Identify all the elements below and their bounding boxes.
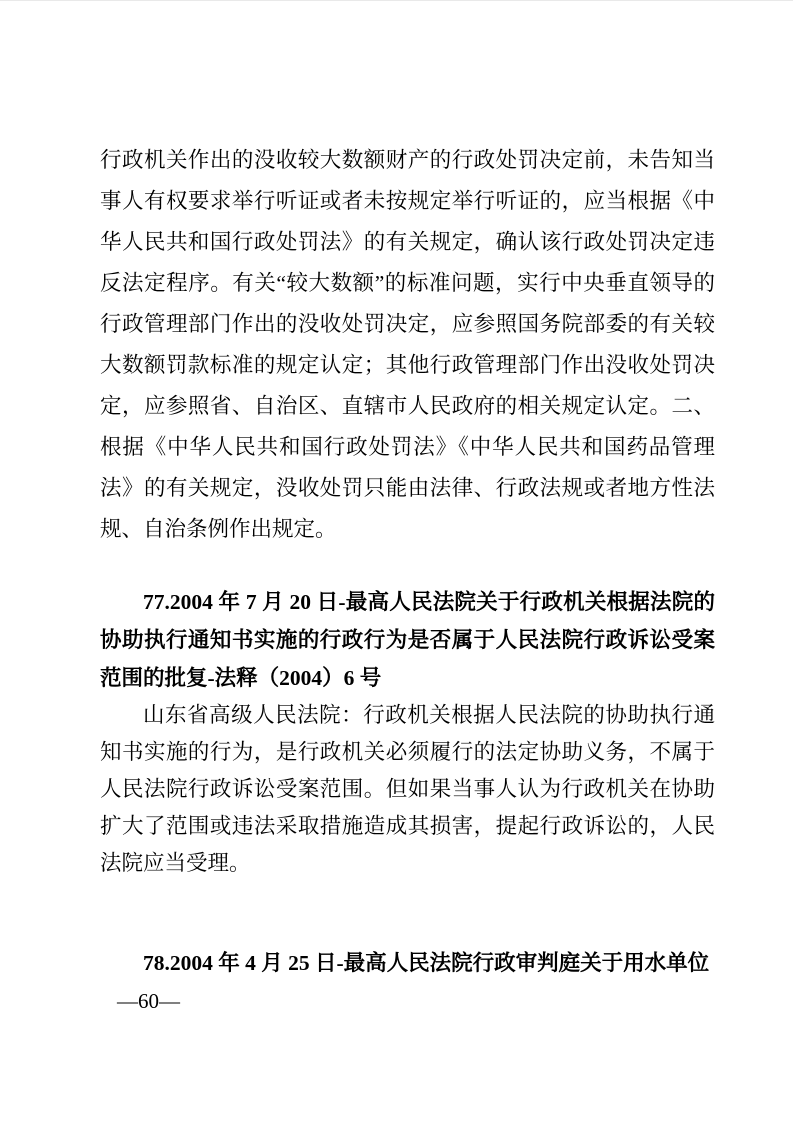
page-text-block: [100, 140, 715, 982]
paragraph-confiscation-penalty: 行政机关作出的没收较大数额财产的行政处罚决定前，未告知当事人有权要求举行听证或者未按规定举行听证的，应当根据《中华人民共和国行政处罚法》的有关规定，确认该行政处罚决定违反法定程序。有关“较大数额”的标准问题，实行中央垂直领导的行政管理部门作出的没收处罚决定，应参照国务院部委的有关较大数额罚款标准的规定认定；其他行政管理部门作出没收处罚决定，应参照省、自治区、直辖市人民政府的相关规定认定。二、根据《中华人民共和国行政处罚法》《中华人民共和国药品管理法》的有关规定，没收处罚只能由法律、行政法规或者地方性法规、自治条例作出规定。: [100, 148, 715, 541]
heading-entry-77: 77.2004 年 7 月 20 日-最高人民法院关于行政机关根据法院的协助执行通知书实施的行政行为是否属于人民法院行政诉讼受案范围的批复-法释（2004）6 号: [100, 590, 715, 690]
paragraph-reply-shandong-court: 山东省高级人民法院：行政机关根据人民法院的协助执行通知书实施的行为，是行政机关必须履行的法定协助义务，不属于人民法院行政诉讼受案范围。但如果当事人认为行政机关在协助扩大了范围或违法采取措施造成其损害，提起行政诉讼的，人民法院应当受理。: [100, 703, 715, 875]
heading-entry-78: 78.2004 年 4 月 25 日-最高人民法院行政审判庭关于用水单位: [143, 951, 710, 975]
page-number: —60—: [117, 989, 180, 1013]
